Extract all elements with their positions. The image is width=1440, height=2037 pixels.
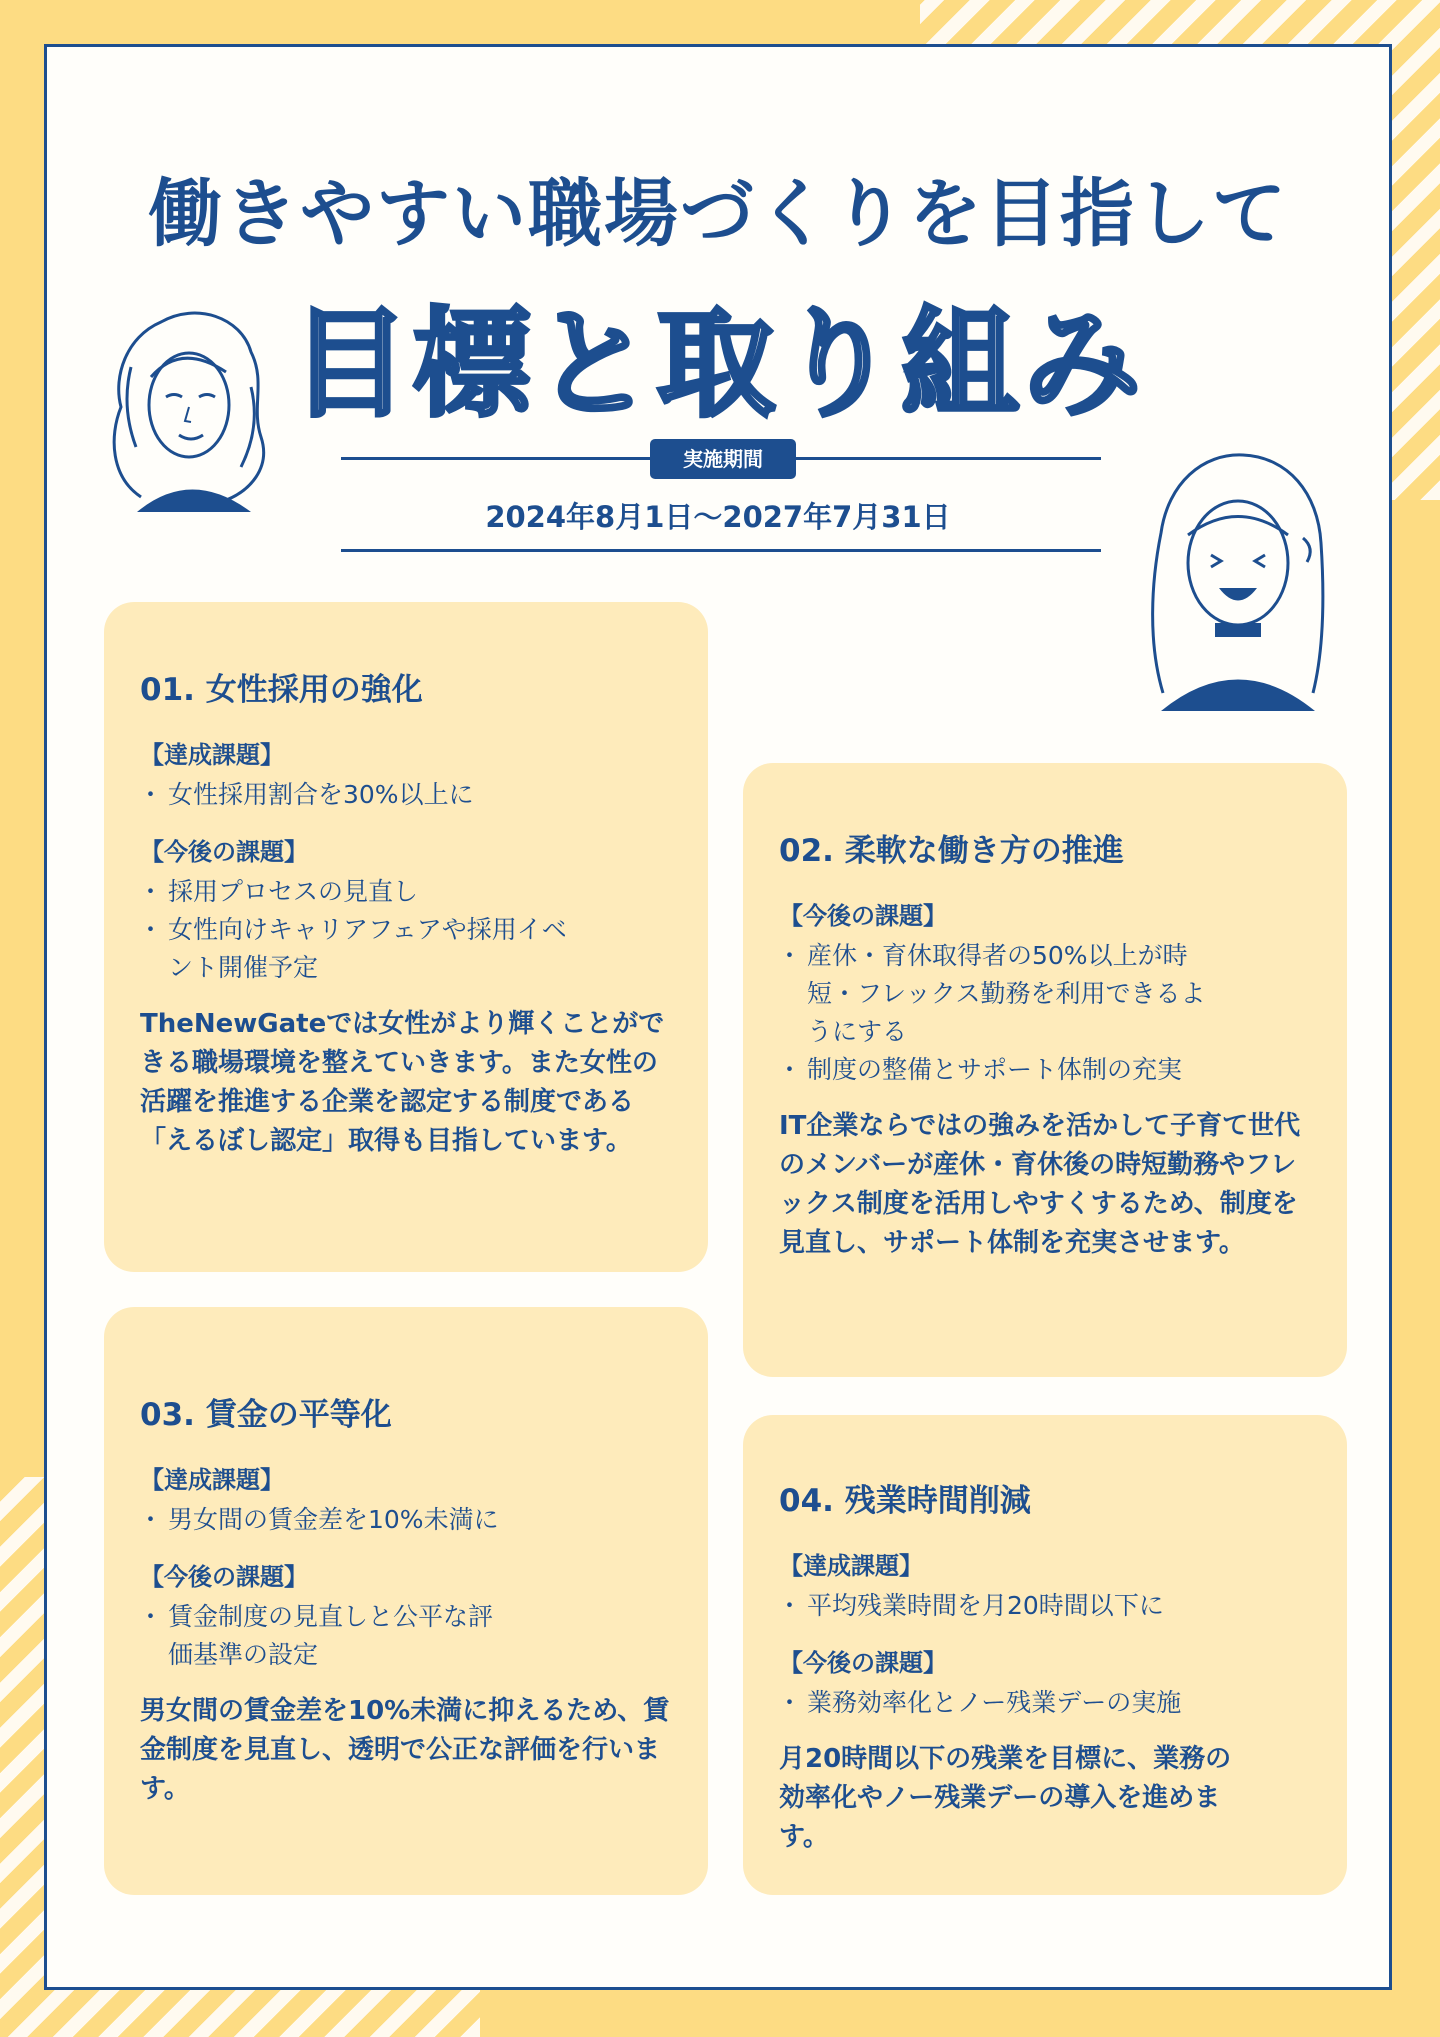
list-item: ・ 平均残業時間を月20時間以下に	[779, 1587, 1311, 1625]
future-heading: 【今後の課題】	[779, 902, 947, 930]
card-overtime-reduction	[743, 1415, 1347, 1895]
future-list	[140, 1598, 672, 1674]
card-description: TheNewGateでは女性がより輝くことができる職場環境を整えていきます。また女性の活躍を推進する企業を認定する制度である「えるぼし認定」取得も目指しています。	[140, 1009, 665, 1156]
card-title: 03. 賃金の平等化	[140, 1397, 392, 1433]
achieve-list	[140, 1501, 672, 1539]
card-title: 04. 残業時間削減	[779, 1483, 1031, 1519]
list-item: ・ 男女間の賃金差を10%未満に	[140, 1501, 672, 1539]
future-list	[779, 937, 1311, 1089]
period-label-badge: 実施期間	[650, 439, 796, 479]
future-heading: 【今後の課題】	[140, 1563, 308, 1591]
period-dates: 2024年8月1日～2027年7月31日	[485, 500, 951, 534]
list-item: ・ 制度の整備とサポート体制の充実	[779, 1051, 1311, 1089]
future-heading: 【今後の課題】	[140, 838, 308, 866]
list-item: ・ 産休・育休取得者の50%以上が時短・フレックス勤務を利用できるようにする	[779, 937, 1227, 1051]
future-list	[140, 873, 672, 987]
list-item: ・ 賃金制度の見直しと公平な評価基準の設定	[140, 1598, 508, 1674]
list-item: ・ 採用プロセスの見直し	[140, 873, 672, 911]
card-description: IT企業ならではの強みを活かして子育て世代のメンバーが産休・育休後の時短勤務やフレックス制度を活用しやすくするため、制度を見直し、サポート体制を充実させます。	[779, 1111, 1301, 1258]
card-title: 01. 女性採用の強化	[140, 672, 423, 708]
page-title: 働きやすい職場づくりを目指して	[148, 171, 1288, 257]
card-title: 02. 柔軟な働き方の推進	[779, 833, 1124, 869]
achieve-heading: 【達成課題】	[140, 741, 284, 769]
page-subtitle: 目標と取り組み	[290, 295, 1145, 433]
list-item: ・ 女性向けキャリアフェアや採用イベント開催予定	[140, 911, 568, 987]
future-heading: 【今後の課題】	[779, 1649, 947, 1677]
card-women-recruitment	[104, 602, 708, 1272]
card-flexible-work	[743, 763, 1347, 1377]
achieve-heading: 【達成課題】	[140, 1466, 284, 1494]
card-equal-wages	[104, 1307, 708, 1895]
achieve-list	[140, 776, 672, 814]
list-item: ・ 業務効率化とノー残業デーの実施	[779, 1684, 1311, 1722]
card-description: 月20時間以下の残業を目標に、業務の効率化やノー残業デーの導入を進めます。	[779, 1744, 1232, 1852]
poster-paper	[44, 44, 1392, 1990]
list-item: ・ 女性採用割合を30%以上に	[140, 776, 672, 814]
future-list	[779, 1684, 1311, 1722]
card-description: 男女間の賃金差を10%未満に抑えるため、賃金制度を見直し、透明で公正な評価を行います。	[140, 1696, 670, 1804]
woman-illustration-icon	[101, 297, 281, 517]
achieve-list	[779, 1587, 1311, 1625]
achieve-heading: 【達成課題】	[779, 1552, 923, 1580]
period-bottom-line	[341, 549, 1101, 552]
smiling-woman-illustration-icon	[1143, 443, 1333, 713]
